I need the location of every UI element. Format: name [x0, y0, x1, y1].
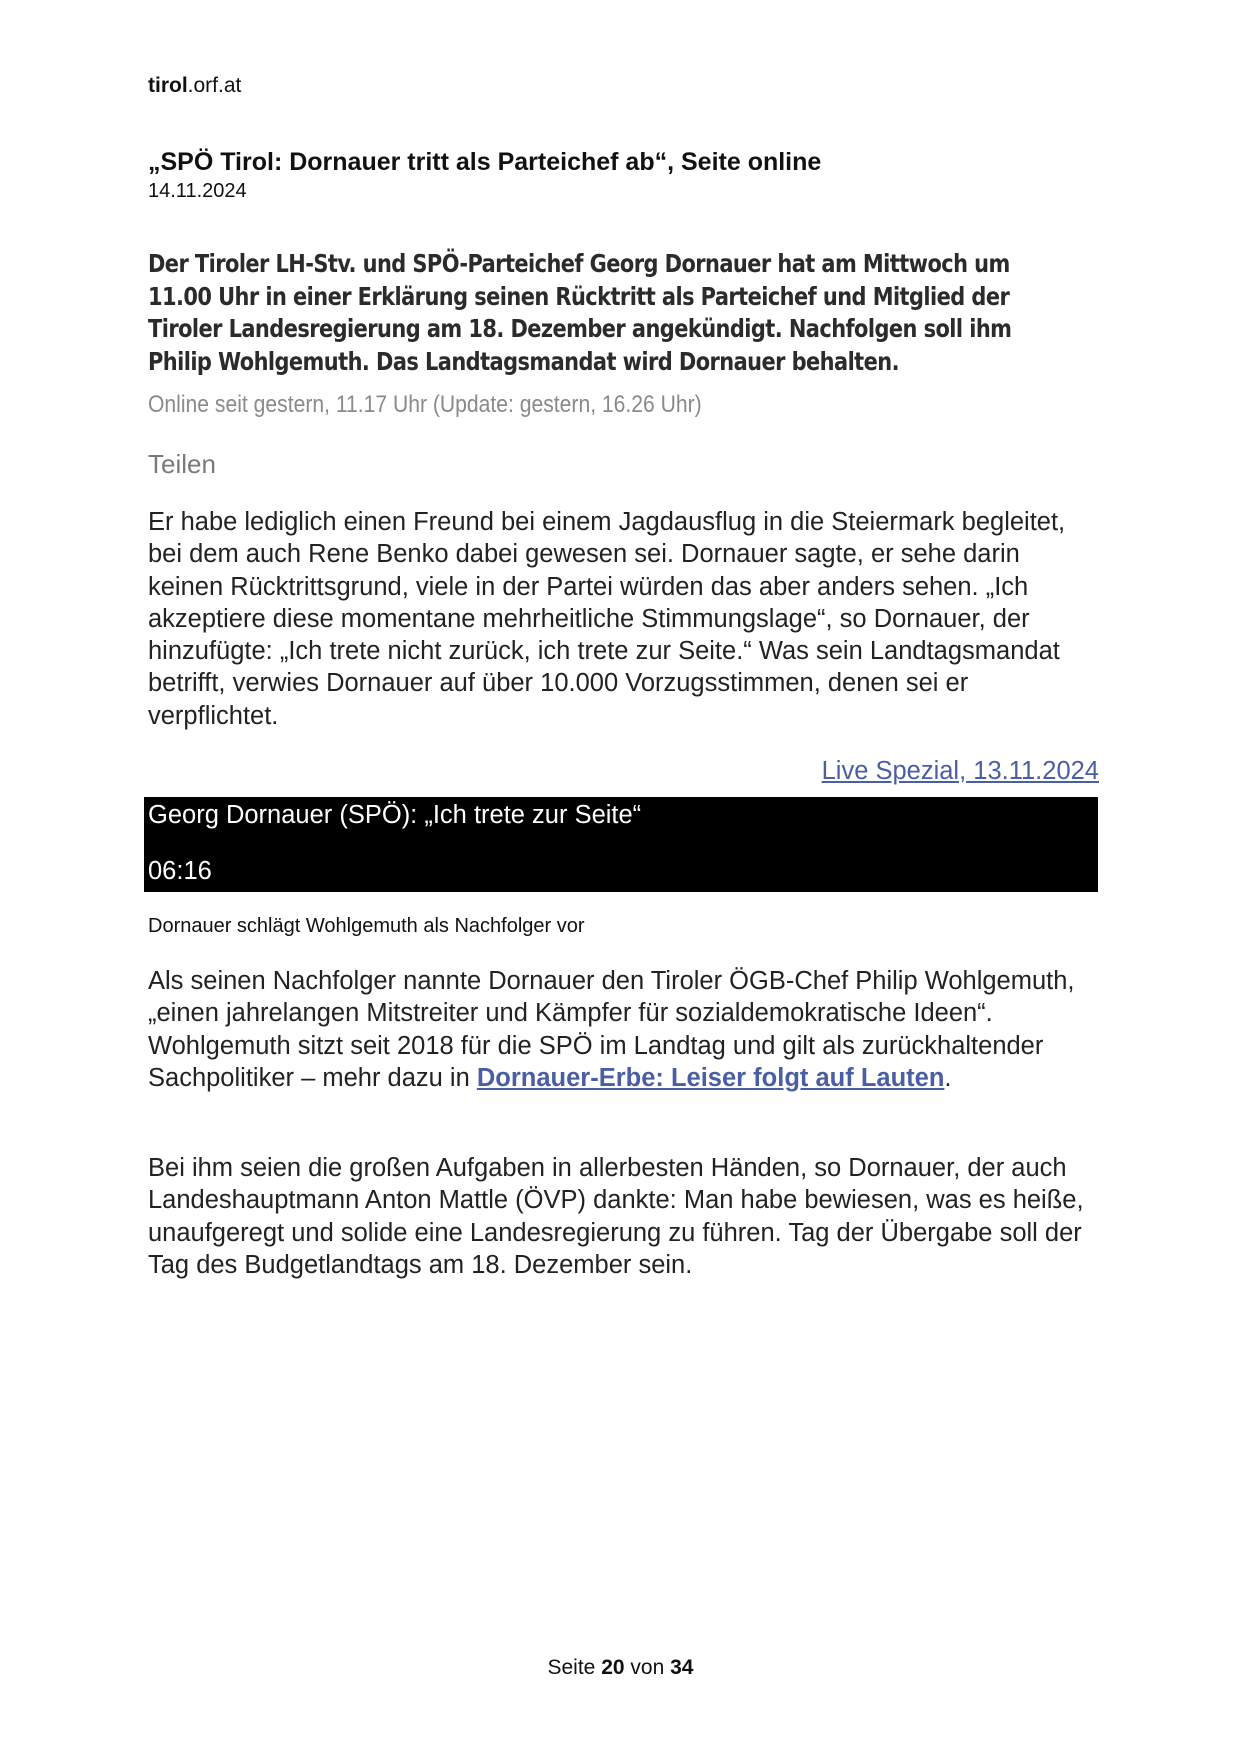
- video-title: Georg Dornauer (SPÖ): „Ich trete zur Seite“: [148, 801, 642, 829]
- page-number: [0, 1656, 1241, 1680]
- paragraph-1: Er habe lediglich einen Freund bei einem Jagdausflug in die Steiermark begleitet, bei dem auch Rene Benko dabei gewesen sei. Dornauer sagte, er sehe darin keinen Rücktrittsgrund, viele in der Partei würden das aber anders sehen. „Ich akzeptiere diese momentane mehrheitliche Stimmungslage“, so Dornauer, der hinzufügte: „Ich trete nicht zurück, ich trete zur Seite.“ Was sein Landtagsmandat betrifft, verwies Dornauer auf über 10.000 Vorzugsstimmen, denen sei er verpflichtet.: [148, 508, 1066, 730]
- source-bold: tirol: [148, 74, 188, 97]
- page-mid: von: [630, 1656, 665, 1679]
- dornauer-erbe-link[interactable]: Dornauer-Erbe: Leiser folgt auf Lauten: [476, 1063, 945, 1092]
- paragraph-2: [148, 965, 1098, 1094]
- source-rest: .orf.at: [187, 74, 242, 97]
- paragraph-2-end: .: [944, 1063, 952, 1092]
- paragraph-3: Bei ihm seien die großen Aufgaben in allerbesten Händen, so Dornauer, der auch Landeshauptmann Anton Mattle (ÖVP) dankte: Man habe bewiesen, was es heiße, unaufgeregt und solide eine Landesregierung zu führen. Tag der Übergabe soll der Tag des Budgetlandtags am 18. Dezember sein.: [148, 1154, 1084, 1279]
- online-info: Online seit gestern, 11.17 Uhr (Update: gestern, 16.26 Uhr): [148, 391, 702, 418]
- page-current: 20: [601, 1656, 625, 1679]
- page-total: 34: [670, 1656, 694, 1679]
- article-lead: Der Tiroler LH-Stv. und SPÖ-Parteichef Georg Dornauer hat am Mittwoch um 11.00 Uhr in einer Erklärung seinen Rücktritt als Parteichef und Mitglied der Tiroler Landesregierung am 18. Dezember angekündigt. Nachfolgen soll ihm Philip Wohlgemuth. Das Landtagsmandat wird Dornauer behalten.: [148, 249, 1012, 376]
- subheading: Dornauer schlägt Wohlgemuth als Nachfolger vor: [148, 915, 585, 937]
- article-date: 14.11.2024: [148, 180, 247, 202]
- share-label: Teilen: [148, 449, 216, 479]
- paragraph-2-text: Als seinen Nachfolger nannte Dornauer den Tiroler ÖGB-Chef Philip Wohlgemuth, „einen jahrelangen Mitstreiter und Kämpfer für sozialdemokratische Ideen“. Wohlgemuth sitzt seit 2018 für die SPÖ im Landtag und gilt als zurückhaltender Sachpolitiker – mehr dazu in: [148, 967, 1075, 1092]
- source-label: [148, 74, 241, 98]
- article-headline: „SPÖ Tirol: Dornauer tritt als Parteichef ab“, Seite online: [148, 148, 822, 176]
- live-spezial-link[interactable]: Live Spezial, 13.11.2024: [821, 757, 1099, 785]
- video-player[interactable]: [144, 797, 1098, 892]
- page-prefix: Seite: [547, 1656, 596, 1679]
- video-duration: 06:16: [148, 857, 212, 885]
